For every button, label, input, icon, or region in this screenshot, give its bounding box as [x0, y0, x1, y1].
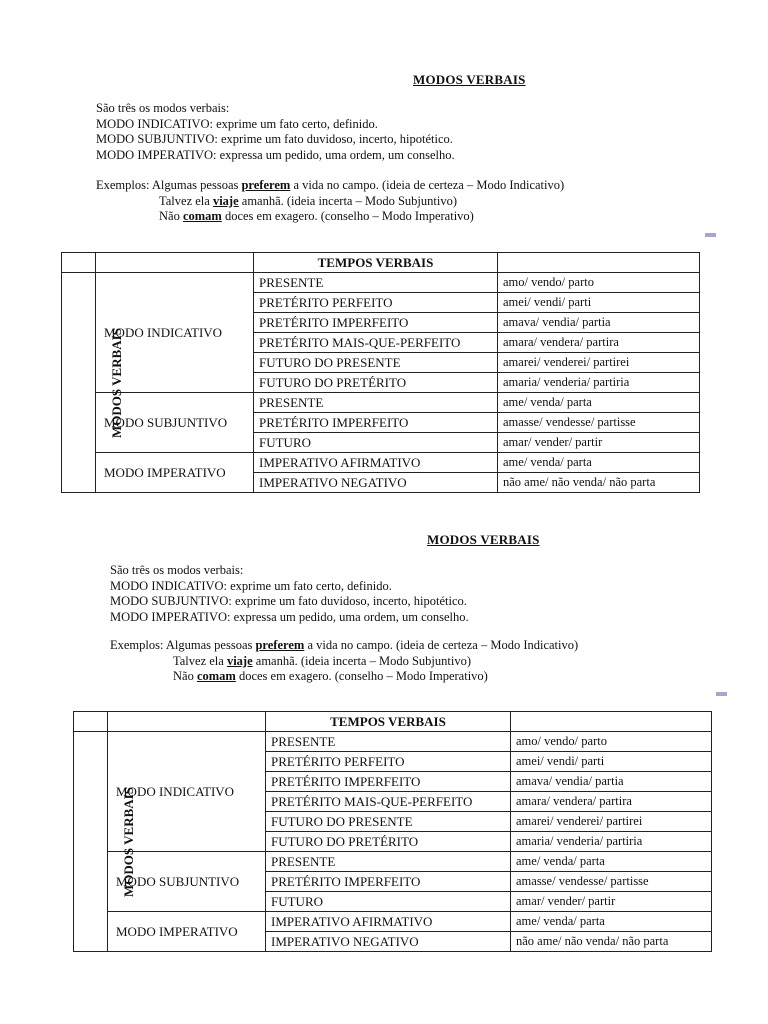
intro-line: São três os modos verbais: — [110, 563, 244, 577]
small-mark — [705, 233, 716, 237]
mode-subjuntivo: MODO SUBJUNTIVO — [96, 393, 254, 453]
example-cell: amei/ vendi/ parti — [511, 752, 712, 772]
tense-cell: PRETÉRITO IMPERFEITO — [266, 772, 511, 792]
example-cell: não ame/ não venda/ não parta — [498, 473, 700, 493]
example-line: Não comam doces em exagero. (conselho – Modo Imperativo) — [173, 669, 488, 683]
example-verb: preferem — [241, 178, 291, 192]
tense-cell: IMPERATIVO NEGATIVO — [254, 473, 498, 493]
example-verb: comam — [182, 209, 222, 223]
example-cell: ame/ venda/ parta — [498, 393, 700, 413]
example-cell: amava/ vendia/ partia — [498, 313, 700, 333]
table-corner-cell — [74, 712, 108, 732]
table-header: TEMPOS VERBAIS — [254, 253, 498, 273]
intro-line: MODO INDICATIVO: exprime um fato certo, definido. — [110, 578, 392, 593]
table-header-empty — [498, 253, 700, 273]
verb-tenses-table — [73, 711, 712, 952]
tense-cell: PRESENTE — [254, 393, 498, 413]
example-cell: amaria/ venderia/ partiria — [511, 832, 712, 852]
tense-cell: PRETÉRITO IMPERFEITO — [254, 413, 498, 433]
mode-indicativo: MODO INDICATIVO — [108, 732, 266, 852]
tense-cell: IMPERATIVO NEGATIVO — [266, 932, 511, 952]
example-verb: viaje — [226, 653, 253, 668]
example-cell: amasse/ vendesse/ partisse — [511, 872, 712, 892]
mode-subjuntivo: MODO SUBJUNTIVO — [108, 852, 266, 912]
tense-cell: FUTURO — [266, 892, 511, 912]
example-cell: amo/ vendo/ parto — [511, 732, 712, 752]
tense-cell: PRETÉRITO MAIS-QUE-PERFEITO — [254, 333, 498, 353]
side-label-cell — [62, 273, 124, 493]
example-cell: amaria/ venderia/ partiria — [498, 373, 700, 393]
table-corner-cell — [96, 253, 254, 273]
example-cell: amasse/ vendesse/ partisse — [498, 413, 700, 433]
example-line: Talvez ela viaje amanhã. (ideia incerta – Modo Subjuntivo) — [173, 653, 471, 668]
page-title: MODOS VERBAIS — [413, 72, 526, 87]
example-cell: amarei/ venderei/ partirei — [498, 353, 700, 373]
side-label: MODOS VERBAIS — [120, 786, 136, 897]
intro-text — [110, 563, 469, 625]
small-mark — [716, 692, 727, 696]
example-verb: preferem — [255, 638, 305, 652]
example-cell: amo/ vendo/ parto — [498, 273, 700, 293]
tense-cell: FUTURO DO PRESENTE — [266, 812, 511, 832]
tense-cell: PRESENTE — [254, 273, 498, 293]
example-cell: amar/ vender/ partir — [511, 892, 712, 912]
example-line: Não comam doces em exagero. (conselho – Modo Imperativo) — [159, 209, 474, 223]
tense-cell: FUTURO DO PRETÉRITO — [254, 373, 498, 393]
example-line: Talvez ela viaje amanhã. (ideia incerta – Modo Subjuntivo) — [159, 193, 457, 208]
example-cell: ame/ venda/ parta — [498, 453, 700, 473]
page-title: MODOS VERBAIS — [427, 532, 540, 547]
intro-line: MODO SUBJUNTIVO: exprime um fato duvidoso, incerto, hipotético. — [110, 594, 467, 608]
examples-text — [110, 638, 578, 685]
example-cell: ame/ venda/ parta — [511, 852, 712, 872]
intro-line: São três os modos verbais: — [96, 101, 230, 115]
examples-text — [96, 178, 564, 225]
table-header-empty — [511, 712, 712, 732]
example-cell: amara/ vendera/ partira — [498, 333, 700, 353]
example-cell: amava/ vendia/ partia — [511, 772, 712, 792]
example-cell: amei/ vendi/ parti — [498, 293, 700, 313]
example-cell: amarei/ venderei/ partirei — [511, 812, 712, 832]
tense-cell: FUTURO DO PRESENTE — [254, 353, 498, 373]
tense-cell: PRETÉRITO PERFEITO — [266, 752, 511, 772]
example-cell: amar/ vender/ partir — [498, 433, 700, 453]
example-line: Exemplos: Algumas pessoas preferem a vida no campo. (ideia de certeza – Modo Indicativo) — [96, 178, 565, 192]
side-label: MODOS VERBAIS — [108, 327, 124, 438]
table-corner-cell — [62, 253, 96, 273]
tense-cell: FUTURO DO PRETÉRITO — [266, 832, 511, 852]
tense-cell: PRETÉRITO IMPERFEITO — [254, 313, 498, 333]
example-cell: ame/ venda/ parta — [511, 912, 712, 932]
tense-cell: IMPERATIVO AFIRMATIVO — [254, 453, 498, 473]
side-label-cell — [74, 732, 136, 952]
tense-cell: PRETÉRITO MAIS-QUE-PERFEITO — [266, 792, 511, 812]
example-cell: não ame/ não venda/ não parta — [511, 932, 712, 952]
table-header: TEMPOS VERBAIS — [266, 712, 511, 732]
tense-cell: PRESENTE — [266, 732, 511, 752]
example-verb: comam — [196, 669, 236, 683]
intro-line: MODO IMPERATIVO: expressa um pedido, uma ordem, um conselho. — [110, 609, 469, 624]
example-line: Exemplos: Algumas pessoas preferem a vida no campo. (ideia de certeza – Modo Indicativo) — [110, 638, 579, 652]
tense-cell: PRESENTE — [266, 852, 511, 872]
intro-line: MODO SUBJUNTIVO: exprime um fato duvidoso, incerto, hipotético. — [96, 132, 453, 146]
tense-cell: IMPERATIVO AFIRMATIVO — [266, 912, 511, 932]
mode-imperativo: MODO IMPERATIVO — [108, 912, 266, 952]
table-corner-cell — [108, 712, 266, 732]
intro-text — [96, 101, 455, 163]
mode-indicativo: MODO INDICATIVO — [96, 273, 254, 393]
mode-imperativo: MODO IMPERATIVO — [96, 453, 254, 493]
tense-cell: FUTURO — [254, 433, 498, 453]
intro-line: MODO INDICATIVO: exprime um fato certo, definido. — [96, 116, 378, 131]
intro-line: MODO IMPERATIVO: expressa um pedido, uma ordem, um conselho. — [96, 147, 455, 162]
tense-cell: PRETÉRITO IMPERFEITO — [266, 872, 511, 892]
example-verb: viaje — [212, 193, 239, 208]
tense-cell: PRETÉRITO PERFEITO — [254, 293, 498, 313]
example-cell: amara/ vendera/ partira — [511, 792, 712, 812]
verb-tenses-table — [61, 252, 700, 493]
